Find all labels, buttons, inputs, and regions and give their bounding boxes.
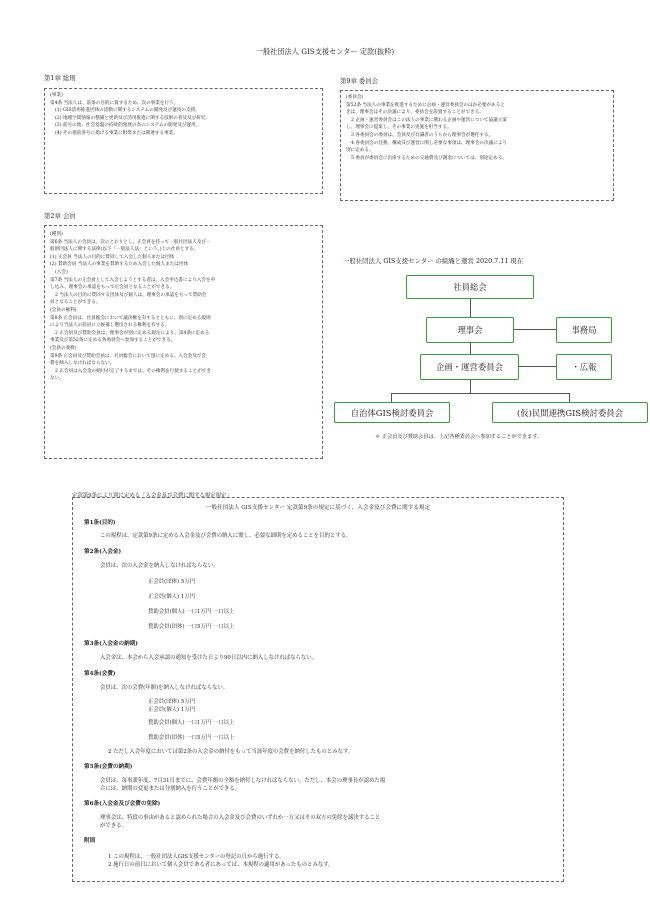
article3-text: 入会金は、本会から入会承認の通知を受けた日より90日以内に納入しなければならない。 — [100, 655, 318, 661]
article2-intro: 会員は、次の入会金を納入しなければならない。 — [100, 563, 219, 569]
ch2-line: 第6条 当法人の会員は、次のとおりとし、正会員を持って一般社団法人及び一 — [50, 239, 211, 245]
article1-heading: 第1条(目的) — [84, 520, 116, 526]
article2-item: 賛助会員(個人) 一口1万円 一口以上 — [148, 609, 235, 615]
article3-heading: 第3条(入会金の納期) — [84, 641, 138, 647]
ch2-line: (2) 賛助会員 当法人の事業を賛助するため入会した個人または団体 — [50, 262, 189, 268]
article6-text: 理事会は、特段の事由があると認められた場合の入会金及び会費のいずれか一方又はその双方の免除を議決すること — [100, 815, 381, 821]
article4-item: 正会員(個人) 1万円 — [148, 707, 196, 713]
ch9-line: きは、理事会はその決議により、委員会を設置することができる。 — [346, 110, 484, 116]
ch2-line: 2 正会員は入会金の納付が完了するまでは、その権利を行使することができ — [55, 368, 211, 374]
ch2-line: (1) 正会員 当法人の目的に賛同して入会した個人または団体 — [50, 254, 175, 260]
article6-heading: 第6条(入会金及び会費の免除) — [84, 801, 161, 807]
connector-line — [569, 393, 570, 402]
supplementary-line: 1 この規程は、一般社団法人GIS支援センターの登記の日から施行する。 — [108, 854, 285, 860]
chapter9-box — [340, 90, 614, 201]
article4-intro: 会員は、次の会費(年額)を納入しなければならない。 — [100, 685, 229, 691]
connector-line — [470, 299, 471, 317]
ch9-line: 3 各委員会の委員は、会員及び有識者のうちから理事会が選任する。 — [351, 132, 494, 138]
ch2-line: 費を納入しなければならない。 — [50, 361, 115, 367]
article2-heading: 第2条(入会金) — [84, 549, 122, 555]
document-title: 一般社団法人 GIS支援センター 定款(抜粋) — [255, 47, 395, 56]
ch2-line: により当法人の役員に立候補し選出される権利を有する。 — [50, 323, 170, 329]
rules-title: 一般社団法人 GIS支援センター 定款第9条の規定に基づく、入会金及び会費に関する規定 — [205, 505, 431, 511]
connector-line — [391, 393, 392, 402]
ch9-line: (委員会) — [346, 95, 364, 100]
ch1-line: (3) 前号の他、社会基盤の持続的発展の為のシステムの開発及び運用。 — [55, 123, 201, 129]
article5-text: 合には、納期の変更または分割納入を行うことができる。 — [100, 786, 241, 792]
ch2-line: 第9条 正会員及び賛助会員は、社員総会において別に定める、入会金及び会 — [50, 353, 206, 359]
connector-line — [470, 343, 471, 354]
ch2-line: (会員の義務) — [50, 345, 77, 351]
local-gov-committee-node: 自治体GIS検討委員会 — [334, 402, 450, 423]
planning-committee-node: 企画・運営委員会 — [420, 354, 519, 380]
article5-heading: 第5条(会費の納期) — [84, 764, 133, 770]
article2-item: 賛助会員(団体) 一口5万円 一口以上 — [148, 624, 235, 630]
ch9-line: 4 各委員会の任務、構成及び運営に関し必要な事項は、理事会の決議により — [351, 140, 507, 146]
ch2-line: 第7条 当法人の正会員として入会しようとする者は、入会申込書により入会を申 — [50, 277, 216, 283]
ch2-line: 事業及び第52条に定める各委員会へ参加することができる。 — [50, 338, 176, 344]
connector-line — [391, 393, 569, 394]
chapter2-box — [44, 225, 323, 459]
article4-item: 正会員(団体) 5万円 — [148, 699, 196, 705]
supplementary-line: 2 施行日の前日において個人会員である者にあっては、本規程の適用があったものとみなす。 — [108, 862, 334, 868]
private-committee-node: (仮)民間連携GIS検討委員会 — [492, 402, 648, 423]
ch2-line: (入会) — [55, 269, 68, 275]
secretariat-node: 事務局 — [556, 317, 612, 343]
article2-item: 正会員(個人) 1万円 — [148, 594, 196, 600]
article4-item: 賛助会員(団体) 一口5万円 一口以上 — [148, 735, 235, 741]
rules-caption: 定款第9条により別に定める「入会金及び会費に関する規定規定」 — [72, 493, 232, 499]
ch2-line: 第8条 正会員は、社員総会において議決権を有するとともに、別に定める規則 — [50, 315, 211, 321]
ch2-line: 2 正会員及び賛助会員は、理事会が別に定める規定により、第4条に定める — [55, 330, 210, 336]
chapter2-heading: 第2章 会員 — [44, 212, 76, 220]
ch9-line: 第52条 当法人の事業を推進するために企画・運営委員会のほか必要があると — [346, 102, 505, 108]
board-node: 理事会 — [426, 317, 514, 343]
ch2-line: (会員の権利) — [50, 307, 77, 313]
supplementary-heading: 附則 — [84, 838, 96, 844]
org-chart-title: 一般社団法人 GIS支援センター の組織と運営 2020.7.11 現在 — [343, 257, 524, 265]
ch1-line: (事業) — [50, 93, 63, 98]
ch9-line: 別に定める。 — [346, 148, 374, 154]
ch2-line: 員となることができる。 — [50, 300, 101, 306]
article1-text: この規程は、定款第9条に定める入会金及び会費の納入に関し、必要な細則を定めることを目的とする。 — [100, 533, 352, 539]
article5-text: 会員は、毎事業年度、7月31日までに、会費年額の全額を納付しなければならない。ただし、本会の理事長が認めた場 — [100, 778, 386, 784]
connector-line — [514, 329, 557, 330]
connector-line — [519, 366, 556, 367]
ch2-line: 般財団法人に関する法律(以下「一般法人法」という。)上の社員とする。 — [50, 247, 199, 253]
ch9-line: 2 企画・運営委員会はこの法人の事業に関わる企画や運営について協議立案 — [351, 117, 507, 123]
article4-heading: 第4条(会費) — [84, 671, 116, 677]
ch9-line: 5 委員が委員会に出席するための交通費及び謝金については、別途定める。 — [351, 155, 507, 161]
ch2-line: ない。 — [50, 376, 64, 382]
rules-box — [72, 497, 564, 882]
pr-node: ・広報 — [556, 354, 612, 380]
org-note: ＊ 正会員及び賛助会員は、上記各種委員会へ参加することができます。 — [375, 434, 543, 440]
general-meeting-node: 社員総会 — [406, 275, 534, 299]
ch2-line: 2 当法人の目的に賛同する団体及び個人は、理事会の承認をもって賛助会 — [55, 292, 207, 298]
chapter1-heading: 第1章 総則 — [44, 74, 76, 82]
ch1-line: (4) その他前各号に掲げる事業に附帯または関連する事業。 — [55, 130, 178, 136]
ch2-line: し込み、理事会の承認をもって正会員となることができる。 — [50, 285, 175, 291]
ch1-line: 第4条 当法人は、前条の目的に資するため、次の事業を行う。 — [50, 100, 179, 106]
ch2-line: (種別) — [50, 232, 63, 237]
article4-item: 賛助会員(個人) 一口1万円 一口以上 — [148, 720, 235, 726]
article6-text: ができる。 — [100, 823, 127, 829]
chapter9-heading: 第9章 委員会 — [340, 77, 379, 85]
connector-line — [470, 380, 471, 393]
chapter1-box — [44, 88, 323, 194]
article4-note: 2 ただし入会年度においては第2条の入会金の納付をもって当該年度の会費を納付したものとみなす。 — [108, 749, 354, 755]
ch9-line: し、理事会に提案し、その事業の実施を担当する。 — [346, 125, 452, 131]
ch1-line: (2) 地理空間情報の整備と更新及び活用推進に関する技術の普及及び研究。 — [55, 115, 210, 121]
ch1-line: (1) GIS活用推進団体の活動に関するシステムの開発及び運用の支援。 — [55, 108, 200, 114]
article2-item: 正会員(団体) 5万円 — [148, 579, 196, 585]
